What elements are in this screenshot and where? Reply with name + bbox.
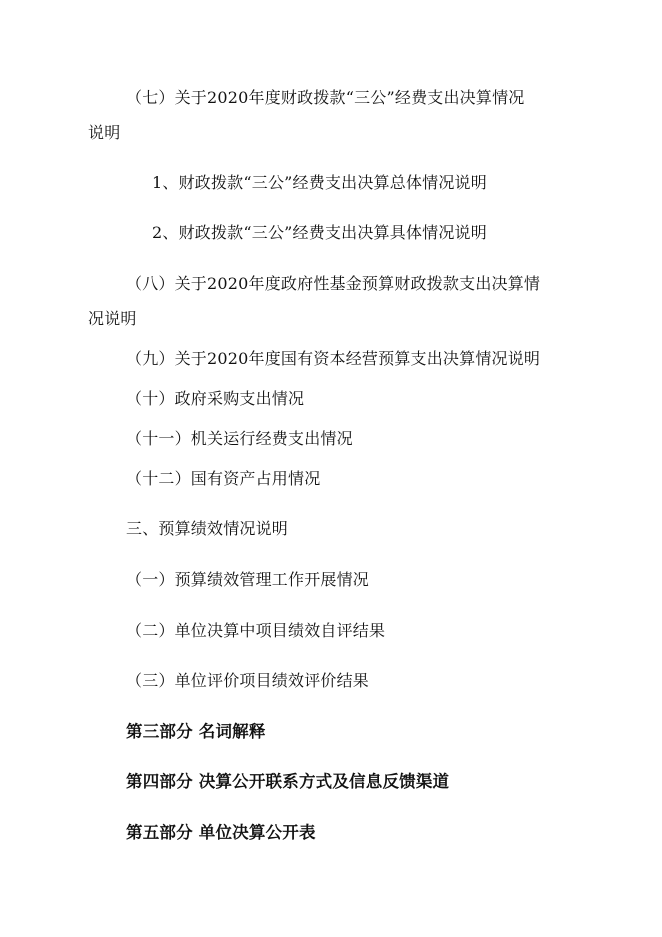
toc-item-8-line1: （八）关于2020年度政府性基金预算财政拨款支出决算情 [126,274,541,293]
toc-item-11: （十一）机关运行经费支出情况 [126,429,353,448]
toc-part-5: 第五部分 单位决算公开表 [126,823,316,842]
toc-item-7-line1: （七）关于2020年度财政拨款“三公”经费支出决算情况 [126,88,525,107]
toc-section-3-1: （一）预算绩效管理工作开展情况 [126,570,370,589]
toc-item-12: （十二）国有资产占用情况 [126,469,321,488]
toc-part-4: 第四部分 决算公开联系方式及信息反馈渠道 [126,772,450,791]
toc-item-7-line2: 说明 [88,123,121,142]
toc-item-7-1: 1、财政拨款“三公”经费支出决算总体情况说明 [152,173,487,192]
toc-section-3: 三、预算绩效情况说明 [126,519,289,538]
toc-section-3-3: （三）单位评价项目绩效评价结果 [126,671,370,690]
toc-item-10: （十）政府采购支出情况 [126,389,305,408]
toc-item-7-2: 2、财政拨款“三公”经费支出决算具体情况说明 [152,223,487,242]
toc-section-3-2: （二）单位决算中项目绩效自评结果 [126,621,386,640]
toc-item-9: （九）关于2020年度国有资本经营预算支出决算情况说明 [126,349,541,368]
toc-part-3: 第三部分 名词解释 [126,722,266,741]
toc-item-8-line2: 况说明 [88,309,137,328]
